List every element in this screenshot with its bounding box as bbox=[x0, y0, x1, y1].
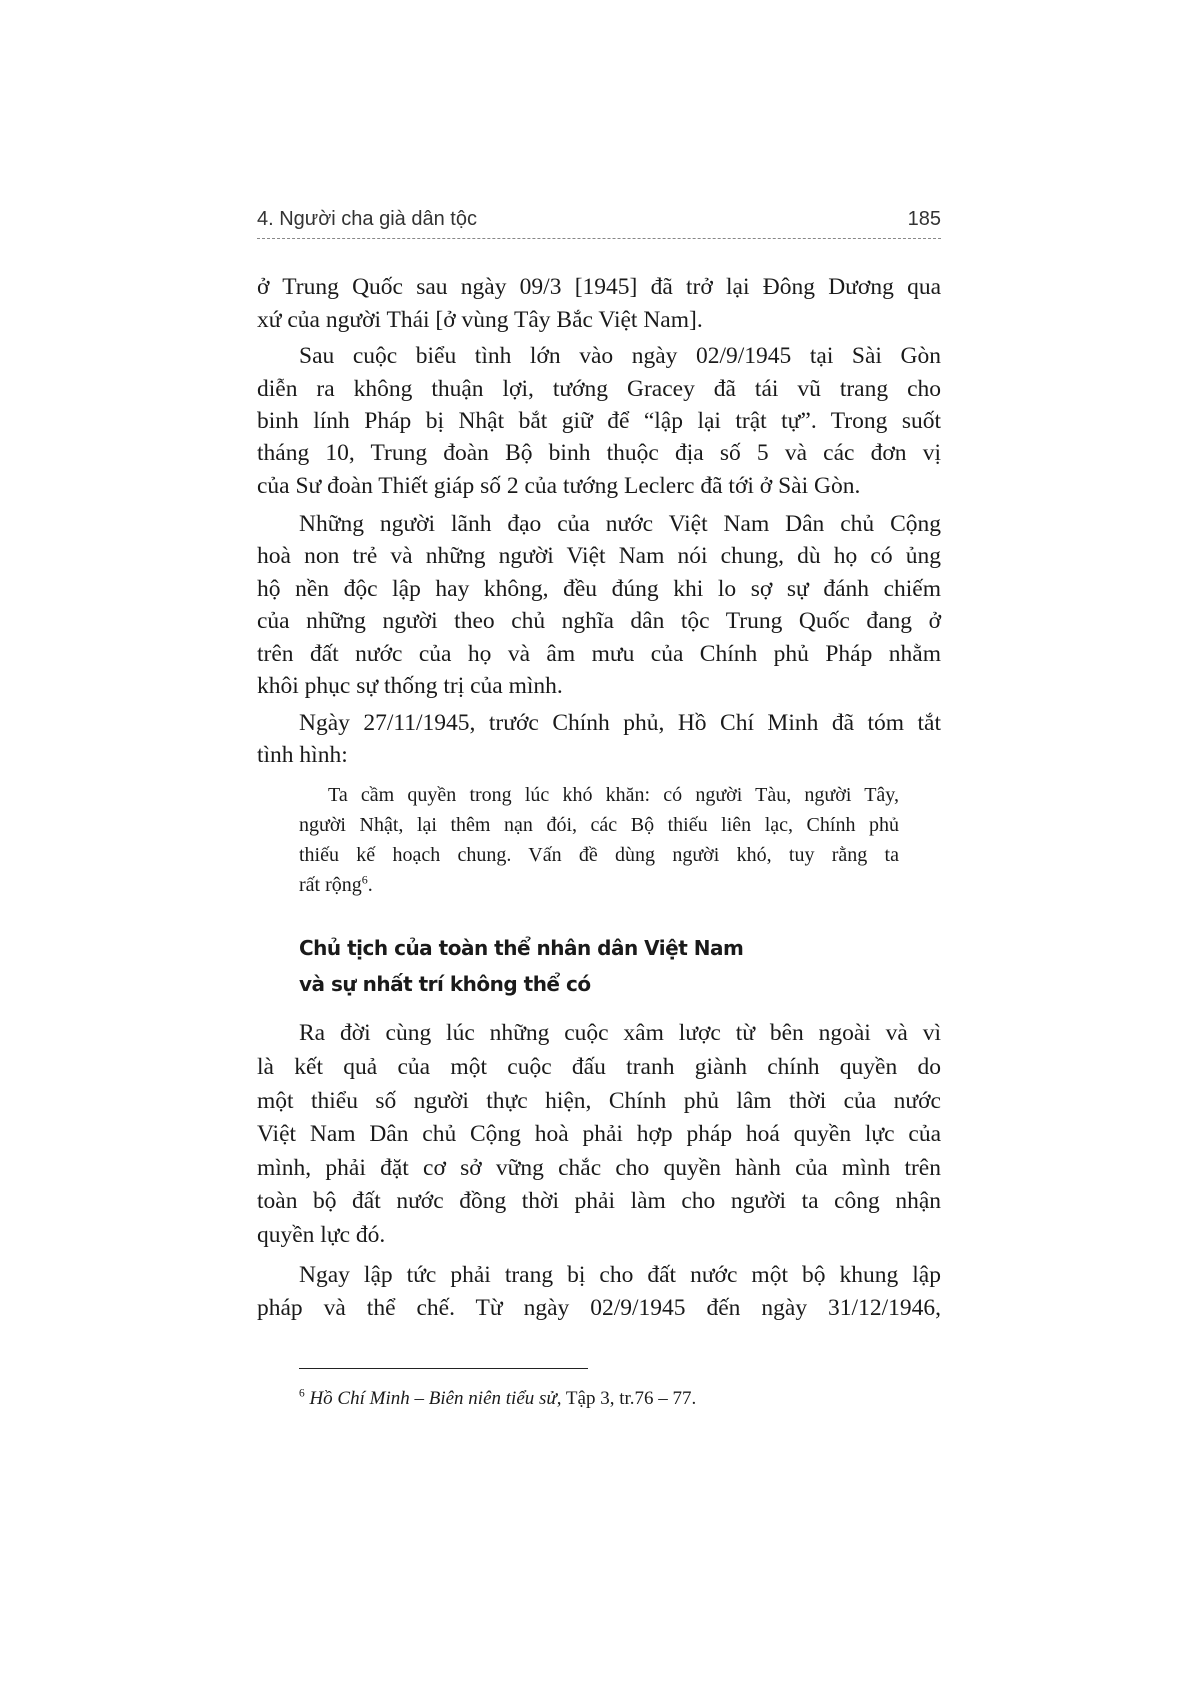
section-heading: và sự nhất trí không thể có bbox=[299, 972, 591, 996]
quote-text: rất rộng bbox=[299, 874, 362, 896]
quote-line bbox=[299, 872, 373, 898]
quote-line: Ta cầm quyền trong lúc khó khăn: có người Tàu, người Tây, bbox=[328, 784, 899, 806]
page-number: 185 bbox=[907, 208, 941, 230]
paragraph-line: xứ của người Thái [ở vùng Tây Bắc Việt Nam]. bbox=[257, 307, 703, 333]
paragraph-line: Những người lãnh đạo của nước Việt Nam Dân chủ Cộng bbox=[299, 511, 941, 537]
paragraph-line: tháng 10, Trung đoàn Bộ binh thuộc địa số 5 và các đơn vị bbox=[257, 440, 941, 466]
paragraph-line: trên đất nước của họ và âm mưu của Chính phủ Pháp nhằm bbox=[257, 641, 941, 667]
footnote-source-title: Hồ Chí Minh – Biên niên tiểu sử bbox=[309, 1388, 557, 1409]
paragraph-line: quyền lực đó. bbox=[257, 1222, 386, 1248]
paragraph-line: ở Trung Quốc sau ngày 09/3 [1945] đã trở lại Đông Dương qua bbox=[257, 274, 941, 300]
paragraph-line: của những người theo chủ nghĩa dân tộc Trung Quốc đang ở bbox=[257, 608, 941, 634]
header-divider bbox=[257, 238, 941, 239]
running-header-chapter-title: 4. Người cha già dân tộc bbox=[257, 208, 477, 230]
paragraph-line: Ngày 27/11/1945, trước Chính phủ, Hồ Chí Minh đã tóm tắt bbox=[299, 710, 941, 736]
quote-end: . bbox=[367, 874, 373, 896]
quote-line: người Nhật, lại thêm nạn đói, các Bộ thiếu liên lạc, Chính phủ bbox=[299, 814, 899, 836]
paragraph-line: hộ nền độc lập hay không, đều đúng khi lo sợ sự đánh chiếm bbox=[257, 576, 941, 602]
paragraph-line: Việt Nam Dân chủ Cộng hoà phải hợp pháp hoá quyền lực của bbox=[257, 1121, 941, 1147]
footnote bbox=[299, 1385, 696, 1413]
paragraph-line: tình hình: bbox=[257, 742, 348, 768]
quote-line: thiếu kế hoạch chung. Vấn đề dùng người khó, tuy rằng ta bbox=[299, 844, 899, 866]
footnote-reference[interactable]: 6 bbox=[361, 872, 368, 887]
paragraph-line: khôi phục sự thống trị của mình. bbox=[257, 673, 563, 699]
footnote-number: 6 bbox=[299, 1387, 305, 1400]
paragraph-line: một thiểu số người thực hiện, Chính phủ lâm thời của nước bbox=[257, 1088, 941, 1114]
paragraph-line: hoà non trẻ và những người Việt Nam nói chung, dù họ có ủng bbox=[257, 543, 941, 569]
footnote-citation: , Tập 3, tr.76 – 77. bbox=[556, 1388, 697, 1409]
paragraph-line: binh lính Pháp bị Nhật bắt giữ để “lập lại trật tự”. Trong suốt bbox=[257, 408, 941, 434]
paragraph-line: Ra đời cùng lúc những cuộc xâm lược từ bên ngoài và vì bbox=[299, 1020, 941, 1046]
footnote-divider bbox=[299, 1368, 588, 1369]
paragraph-line: Sau cuộc biểu tình lớn vào ngày 02/9/1945 tại Sài Gòn bbox=[299, 343, 941, 369]
paragraph-line: pháp và thể chế. Từ ngày 02/9/1945 đến ngày 31/12/1946, bbox=[257, 1295, 941, 1321]
paragraph-line: toàn bộ đất nước đồng thời phải làm cho người ta công nhận bbox=[257, 1188, 941, 1214]
paragraph-line: mình, phải đặt cơ sở vững chắc cho quyền hành của mình trên bbox=[257, 1155, 941, 1181]
paragraph-line: diễn ra không thuận lợi, tướng Gracey đã tái vũ trang cho bbox=[257, 376, 941, 402]
section-heading: Chủ tịch của toàn thể nhân dân Việt Nam bbox=[299, 936, 744, 960]
paragraph-line: của Sư đoàn Thiết giáp số 2 của tướng Leclerc đã tới ở Sài Gòn. bbox=[257, 473, 861, 499]
paragraph-line: là kết quả của một cuộc đấu tranh giành chính quyền do bbox=[257, 1054, 941, 1080]
paragraph-line: Ngay lập tức phải trang bị cho đất nước một bộ khung lập bbox=[299, 1262, 941, 1288]
